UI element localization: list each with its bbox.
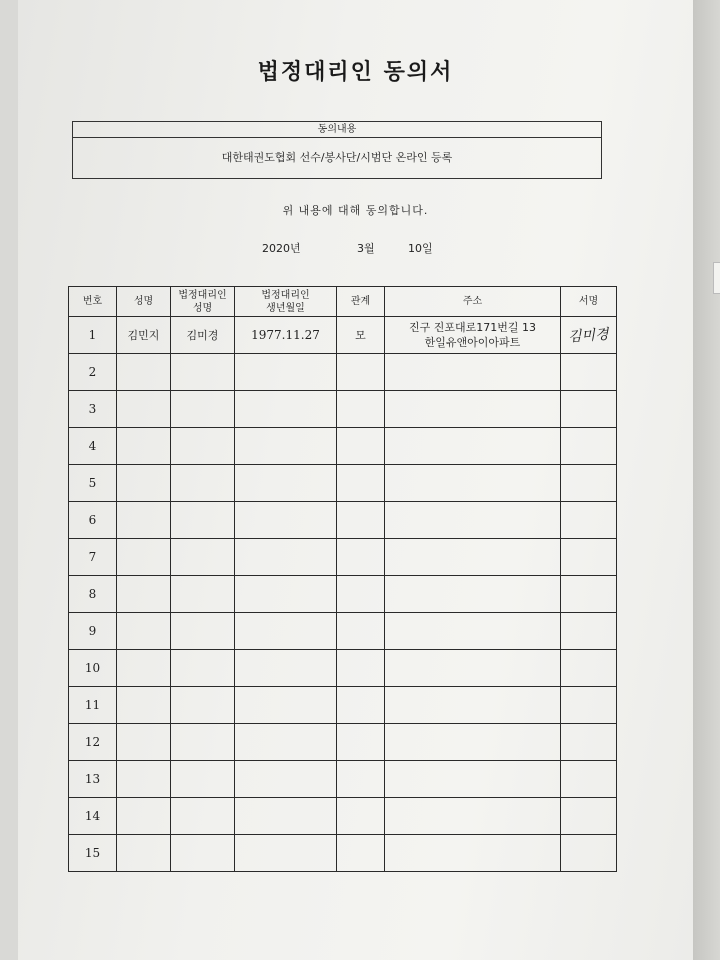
row-guardian-birth [235,650,337,687]
table-row [69,613,617,650]
row-number: 11 [69,687,117,724]
row-relation [337,465,385,502]
row-signature [561,650,617,687]
table-row [69,354,617,391]
row-guardian-name [171,761,235,798]
row-signature [561,428,617,465]
table-row [69,317,617,354]
row-relation [337,502,385,539]
row-guardian-birth [235,354,337,391]
consent-body: 대한태권도협회 선수/봉사단/시범단 온라인 등록 [221,151,453,164]
row-address [385,391,561,428]
agreement-statement: 위 내용에 대해 동의합니다. [282,204,429,217]
row-guardian-name [171,502,235,539]
row-signature [561,724,617,761]
row-guardian-name [171,835,235,872]
row-address [385,687,561,724]
row-guardian-birth [235,576,337,613]
guardian-table [68,286,616,872]
table-row [69,465,617,502]
row-guardian-birth [235,613,337,650]
row-relation [337,576,385,613]
table-row [69,391,617,428]
row-guardian-name [171,687,235,724]
row-signature [561,317,617,354]
row-name [117,428,171,465]
header-guardian-name [171,287,235,317]
row-guardian-birth: 1977.11.27 [235,317,337,354]
row-number: 10 [69,650,117,687]
row-number: 4 [69,428,117,465]
row-number: 5 [69,465,117,502]
row-address [385,613,561,650]
page-tab-marker [713,262,720,294]
row-guardian-name [171,576,235,613]
row-address [385,761,561,798]
row-name [117,539,171,576]
row-relation [337,835,385,872]
row-signature [561,835,617,872]
row-guardian-name [171,798,235,835]
row-guardian-name [171,428,235,465]
row-name [117,391,171,428]
row-signature [561,761,617,798]
table-row [69,687,617,724]
row-address [385,317,561,354]
row-address [385,650,561,687]
row-name [117,465,171,502]
row-guardian-name [171,391,235,428]
row-address-line1: 진구 진포대로171번길 13 [409,321,536,334]
table-row [69,724,617,761]
consent-header: 동의내용 [73,122,601,138]
row-relation [337,391,385,428]
row-signature [561,576,617,613]
row-name [117,613,171,650]
row-signature [561,391,617,428]
row-relation [337,798,385,835]
header-guardian-birth-line2: 생년월일 [266,302,305,314]
row-relation: 모 [337,317,385,354]
row-number: 2 [69,354,117,391]
table-row [69,798,617,835]
row-number: 9 [69,613,117,650]
row-relation [337,687,385,724]
table-row [69,835,617,872]
document-paper [18,0,693,960]
date-month: 3월 [357,242,375,255]
row-number: 14 [69,798,117,835]
table-header-row [69,287,617,317]
row-number: 7 [69,539,117,576]
row-relation [337,724,385,761]
table-row [69,576,617,613]
row-number: 12 [69,724,117,761]
row-guardian-birth [235,391,337,428]
row-number: 15 [69,835,117,872]
row-guardian-name: 김미경 [171,317,235,354]
row-signature [561,687,617,724]
row-guardian-name [171,465,235,502]
row-relation [337,650,385,687]
row-relation [337,428,385,465]
row-address [385,798,561,835]
row-signature [561,502,617,539]
header-guardian-name-line1: 법정대리인 [178,289,227,301]
header-relation: 관계 [337,287,385,317]
row-name [117,650,171,687]
table-row [69,502,617,539]
row-name [117,724,171,761]
row-name [117,761,171,798]
row-relation [337,539,385,576]
row-signature [561,354,617,391]
header-guardian-birth-line1: 법정대리인 [261,289,310,301]
row-name: 김민지 [117,317,171,354]
row-guardian-birth [235,724,337,761]
row-name [117,354,171,391]
table-row [69,761,617,798]
table-row [69,539,617,576]
row-guardian-birth [235,428,337,465]
row-name [117,502,171,539]
row-relation [337,761,385,798]
row-address [385,835,561,872]
row-name [117,835,171,872]
row-number: 3 [69,391,117,428]
date-year: 2020년 [262,242,301,255]
row-address [385,576,561,613]
row-guardian-birth [235,835,337,872]
handwritten-signature: 김미경 [567,326,610,346]
row-guardian-birth [235,798,337,835]
row-guardian-birth [235,539,337,576]
row-guardian-name [171,650,235,687]
header-guardian-name-line2: 성명 [192,302,213,314]
row-address-line2: 한일유앤아이아파트 [424,336,521,349]
page-edge-shadow [693,0,720,960]
row-guardian-birth [235,687,337,724]
row-guardian-birth [235,465,337,502]
row-address [385,724,561,761]
row-name [117,576,171,613]
row-number: 13 [69,761,117,798]
row-address [385,539,561,576]
row-signature [561,465,617,502]
row-signature [561,613,617,650]
row-guardian-name [171,539,235,576]
row-number: 1 [69,317,117,354]
header-address: 주소 [385,287,561,317]
header-no: 번호 [69,287,117,317]
consent-box [72,121,602,179]
header-guardian-birth [235,287,337,317]
row-signature [561,798,617,835]
row-guardian-birth [235,761,337,798]
row-address [385,465,561,502]
table-row [69,650,617,687]
row-address [385,428,561,465]
row-number: 8 [69,576,117,613]
row-name [117,798,171,835]
row-guardian-name [171,613,235,650]
row-signature [561,539,617,576]
row-number: 6 [69,502,117,539]
table-row [69,428,617,465]
row-address [385,354,561,391]
document-title: 법정대리인 동의서 [257,60,454,85]
header-name: 성명 [117,287,171,317]
date-line [262,240,462,256]
row-relation [337,354,385,391]
header-signature: 서명 [561,287,617,317]
row-name [117,687,171,724]
row-guardian-name [171,354,235,391]
row-guardian-birth [235,502,337,539]
row-relation [337,613,385,650]
row-address [385,502,561,539]
row-guardian-name [171,724,235,761]
date-day: 10일 [408,242,433,255]
